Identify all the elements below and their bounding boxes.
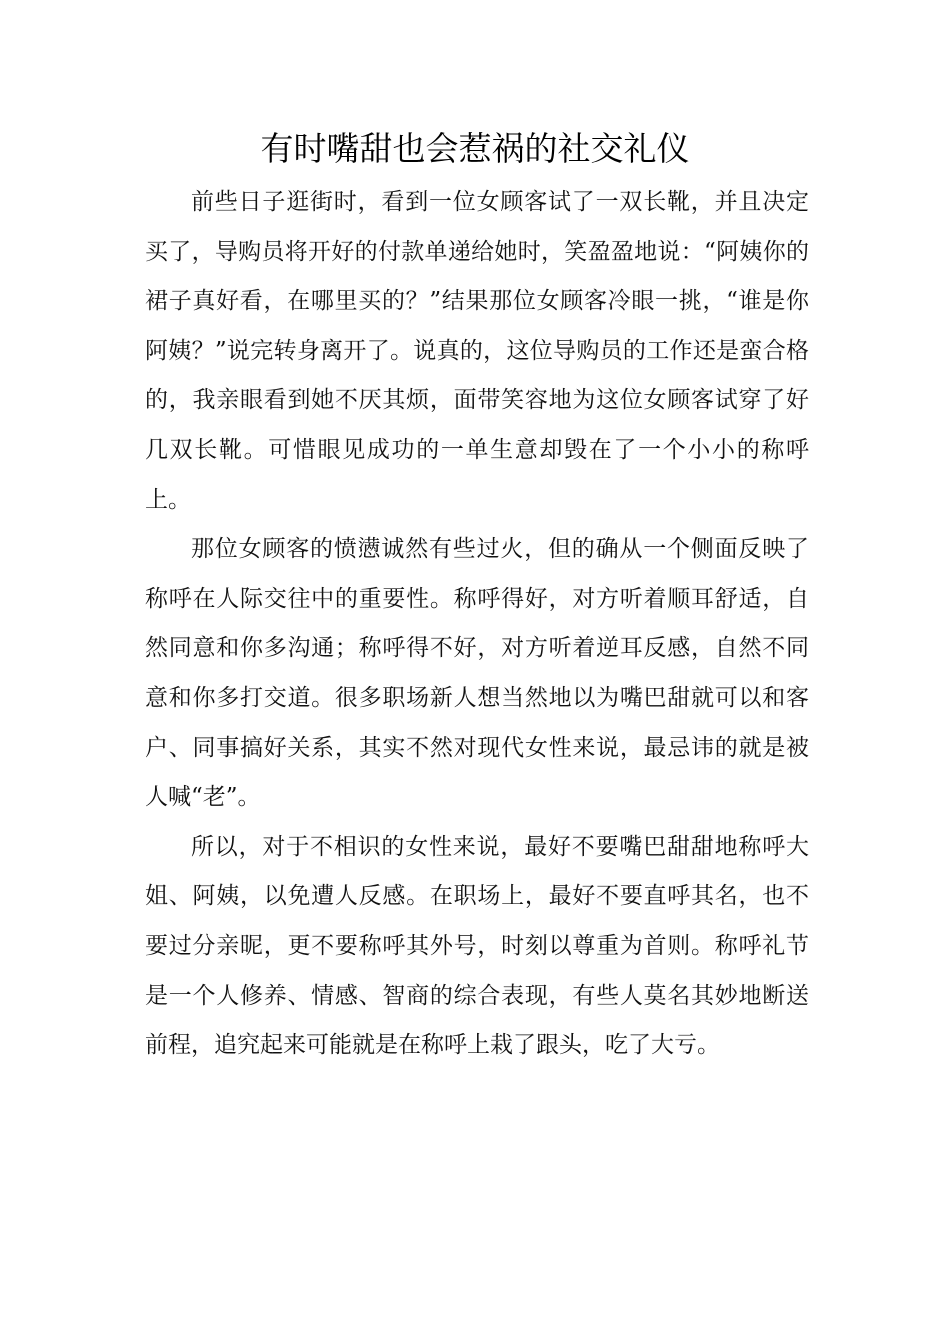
article-body: [145, 178, 809, 1071]
paragraph-1: 前些日子逛街时，看到一位女顾客试了一双长靴，并且决定买了，导购员将开好的付款单递给她时，笑盈盈地说：“阿姨你的裙子真好看，在哪里买的？”结果那位女顾客冷眼一挑，“谁是你阿姨？”说完转身离开了。说真的，这位导购员的工作还是蛮合格的，我亲眼看到她不厌其烦，面带笑容地为这位女顾客试穿了好几双长靴。可惜眼见成功的一单生意却毁在了一个小小的称呼上。: [145, 189, 809, 513]
page-title: 有时嘴甜也会惹祸的社交礼仪: [260, 129, 690, 168]
paragraph-3: 所以，对于不相识的女性来说，最好不要嘴巴甜甜地称呼大姐、阿姨，以免遭人反感。在职场上，最好不要直呼其名，也不要过分亲昵，更不要称呼其外号，时刻以尊重为首则。称呼礼节是一个人修养、情感、智商的综合表现，有些人莫名其妙地断送前程，追究起来可能就是在称呼上栽了跟头，吃了大亏。: [145, 833, 809, 1059]
paragraph-2: 那位女顾客的愤懑诚然有些过火，但的确从一个侧面反映了称呼在人际交往中的重要性。称呼得好，对方听着顺耳舒适，自然同意和你多沟通；称呼得不好，对方听着逆耳反感，自然不同意和你多打交道。很多职场新人想当然地以为嘴巴甜就可以和客户、同事搞好关系，其实不然对现代女性来说，最忌讳的就是被人喊“老”。: [145, 536, 809, 811]
